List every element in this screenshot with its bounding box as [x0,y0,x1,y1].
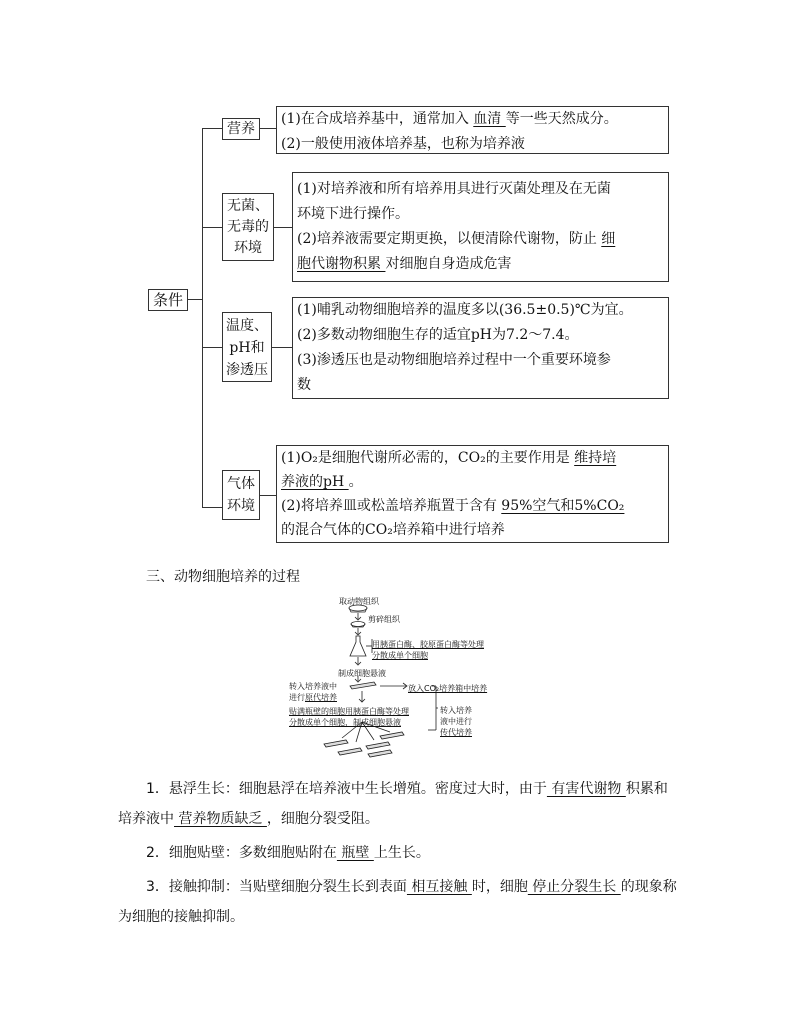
connector [274,227,292,228]
flow-step-take-tissue: 取动物组织 [339,597,379,606]
flow-step-suspension: 制成细胞悬液 [338,669,386,678]
box-line [297,177,664,202]
connector [188,299,202,300]
box-line [297,227,664,252]
point-number: 3． [146,879,169,895]
answer-blank: 细 [601,231,616,247]
answer-blank: 胞代谢物积累 [297,256,386,272]
point-number: 1． [146,781,169,797]
culture-flask-icon [350,682,376,689]
text-run: (2)培养液需要定期更换，以便清除代谢物，防止 [297,231,602,247]
box-line [281,446,664,470]
text-run: 。 [348,474,363,490]
text-run: (1)哺乳动物细胞培养的温度多以(36.5±0.5)℃为宜。 [297,302,633,318]
box-line [281,132,664,157]
root-node-conditions: 条件 [148,289,188,311]
answer-blank: 相互接触 [406,879,472,895]
answer-blank: 营养物质缺乏 [174,811,267,827]
culture-flask-icon [338,748,362,755]
branch-box-gas [276,445,669,543]
branch-box-temperature [292,297,669,399]
text-run: 等一些天然成分。 [505,111,618,127]
answer-blank: 血清 [473,111,506,127]
branch-label-temperature: 温度、pH和渗透压 [222,312,272,382]
connector [202,128,222,129]
box-line [281,494,664,518]
branch-label-gas: 气体环境 [222,470,260,520]
box-line [297,202,664,227]
text-run: 时，细胞 [471,879,528,895]
connector [260,128,276,129]
branch-label-sterile: 无菌、无毒的环境 [222,193,274,261]
culture-flask-icon [366,742,390,749]
flowchart-graphics [280,590,530,760]
culture-flask-icon [324,740,348,747]
box-line [297,298,664,323]
flow-step-enzyme: 用胰蛋白酶、胶原蛋白酶等处理 [372,640,484,649]
box-line [297,348,664,373]
answer-blank: 养液的pH [281,474,349,490]
text-run: 接触抑制：当贴壁细胞分裂生长到表面 [168,879,407,895]
connector [202,227,222,228]
flow-step-primary-2: 进行原代培养 [289,693,337,702]
trunk-line [202,128,203,508]
flow-step-incubator: 放入CO₂培养箱中培养 [408,684,488,693]
text-run: (2)多数动物细胞生存的适宜pH为7.2～7.4。 [297,327,579,343]
text-run: ，细胞分裂受阻。 [266,811,379,827]
text-run: (1)对培养液和所有培养用具进行灭菌处理及在无菌 [297,181,611,197]
culture-flask-icon [368,750,392,757]
box-line [281,518,664,542]
answer-blank: 瓶壁 [336,845,374,861]
text-run: (2)一般使用液体培养基，也称为培养液 [281,136,525,152]
flow-step-mince: 剪碎组织 [368,615,400,624]
text-run: 积累和培养液中 [118,781,668,827]
text-run: 的现象称为细胞的接触抑制。 [118,879,677,925]
answer-blank: 维持培 [574,450,617,466]
text-run: 数 [297,377,311,393]
flow-step-adherent-2: 分散成单个细胞，制成细胞悬液 [289,718,401,727]
point-number: 2． [146,845,169,861]
section-title: 三、动物细胞培养的过程 [146,569,300,585]
text-run: (1)O₂是细胞代谢所必需的，CO₂的主要作用是 [281,450,575,466]
box-line [281,470,664,494]
box-line [297,323,664,348]
text-run: (3)渗透压也是动物细胞培养过程中一个重要环境参 [297,352,611,368]
point-2 [118,838,678,868]
text-run: 上生长。 [373,845,430,861]
culture-flask-icon [380,732,404,739]
answer-blank: 停止分裂生长 [527,879,621,895]
flask-icon [350,636,366,656]
text-run: 对细胞自身造成危害 [385,256,512,272]
box-line [297,252,664,277]
flow-step-disperse: 分散成单个细胞 [372,651,428,660]
text-run: 悬浮生长：细胞悬浮在培养液中生长增殖。密度过大时，由于 [168,781,547,797]
answer-blank: 有害代谢物 [546,781,626,797]
text-run: 环境下进行操作。 [297,206,409,222]
point-1 [118,774,678,834]
flow-step-subculture: 转入培养 液中进行 传代培养 [440,706,472,737]
box-line [281,107,664,132]
connector [272,347,292,348]
connector [202,507,222,508]
branch-label-nutrition: 营养 [222,118,260,140]
connector [260,495,276,496]
answer-blank: 95%空气和5%CO₂ [501,498,625,514]
text-run: 的混合气体的CO₂培养箱中进行培养 [281,522,505,538]
text-run: (1)在合成培养基中，通常加入 [281,111,474,127]
text-run: (2)将培养皿或松盖培养瓶置于含有 [281,498,502,514]
branch-box-sterile [292,172,669,282]
point-3 [118,872,678,932]
box-line [297,373,664,398]
branch-box-nutrition [276,106,669,154]
mince-dish-icon [351,622,365,627]
connector [202,347,222,348]
flow-step-adherent: 贴满瓶壁的细胞用胰蛋白酶等处理 [289,707,409,716]
flow-step-primary: 转入培养液中 [289,682,337,691]
text-run: 细胞贴壁：多数细胞贴附在 [168,845,337,861]
